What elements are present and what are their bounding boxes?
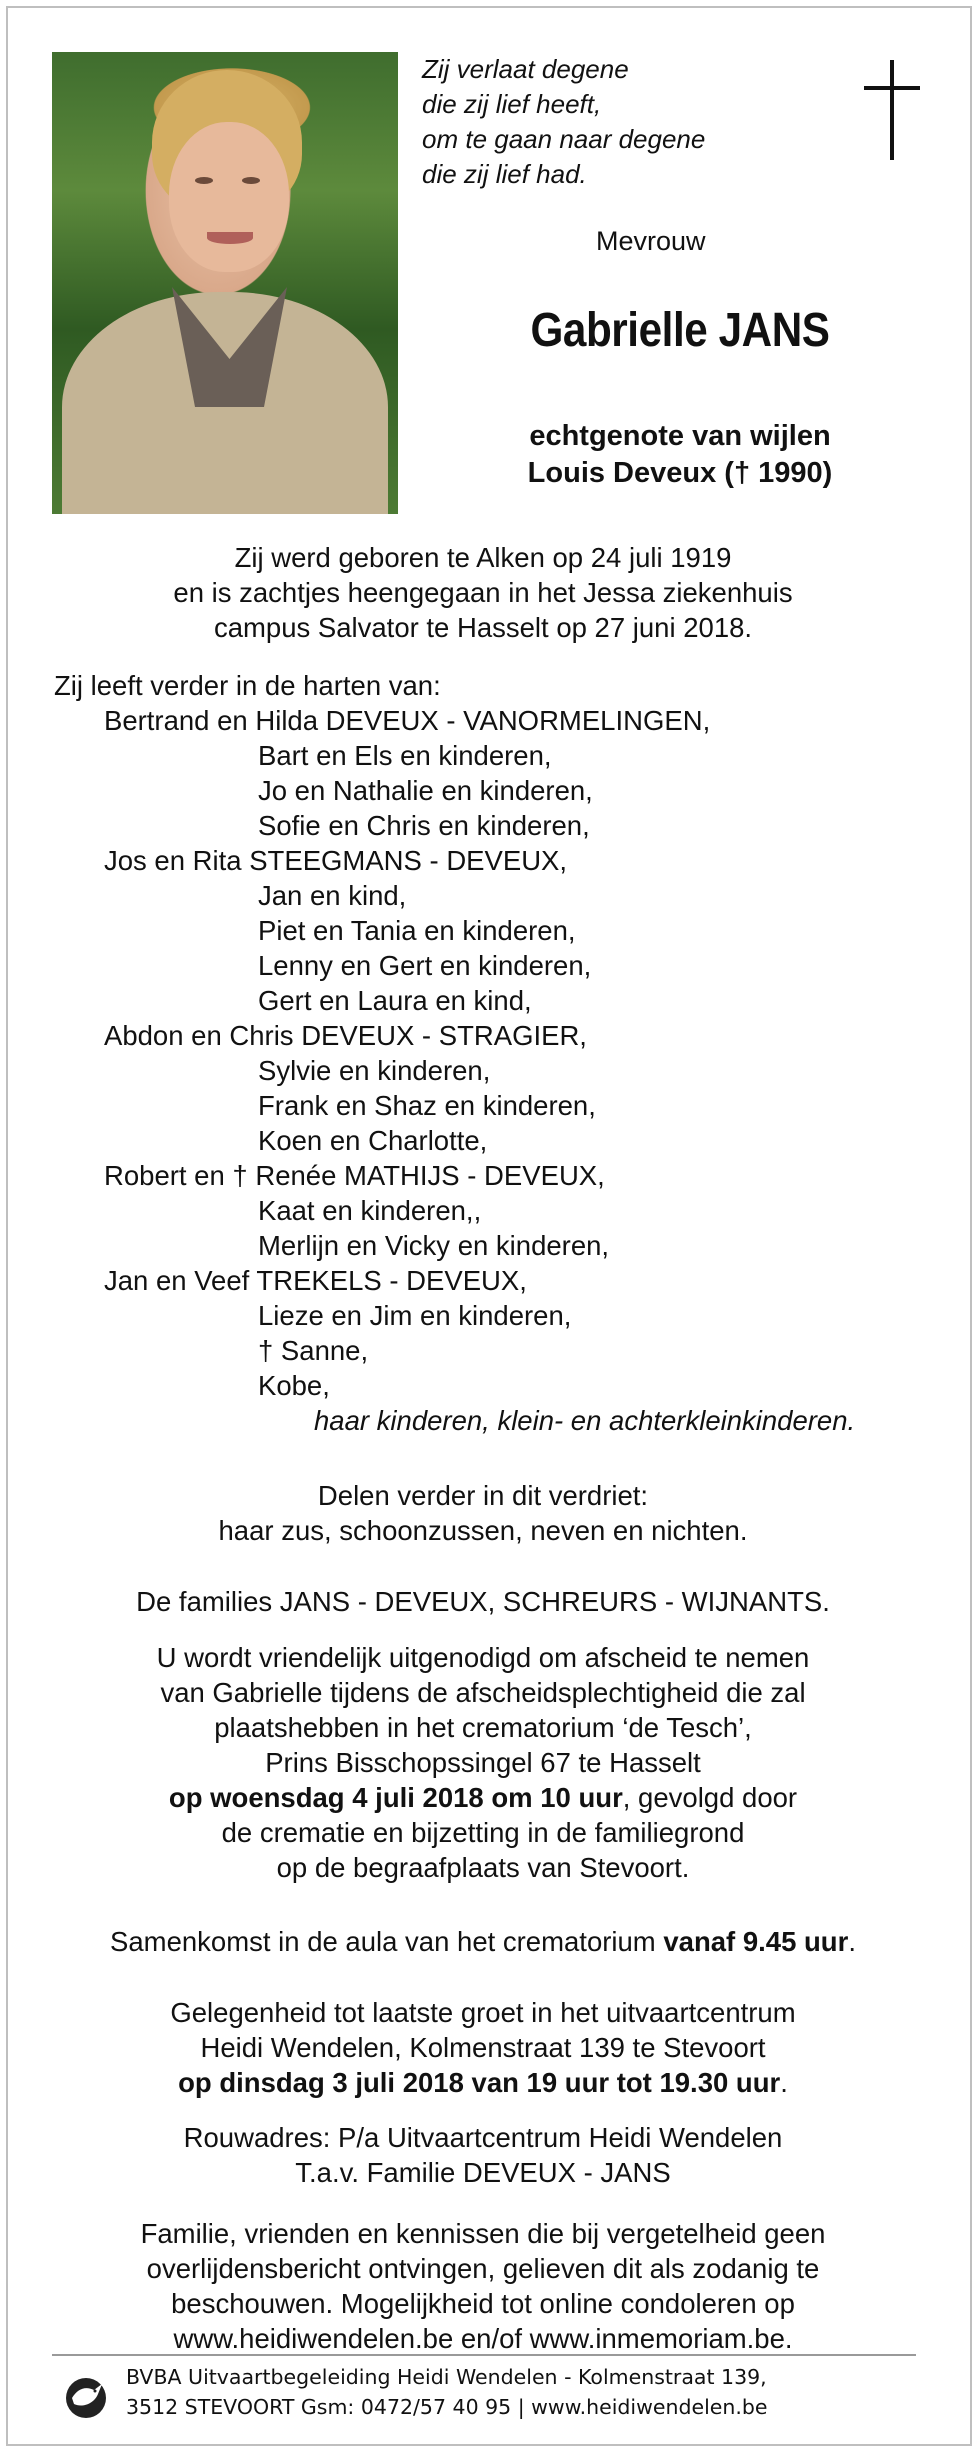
gathering-info: Samenkomst in de aula van het crematorium vanaf 9.45 uur. [110,1926,856,1957]
family-member: Gert en Laura en kind, [258,985,532,1016]
quote: Zij verlaat degene die zij lief heeft, om te gaan naar degene die zij lief had. [422,54,706,189]
family-member: † Sanne, [258,1335,369,1366]
portrait-photo [52,52,398,514]
dove-logo-icon [64,2368,108,2422]
family-household: Jan en Veef TREKELS - DEVEUX, [104,1265,527,1296]
farewell-info: Gelegenheid tot laatste groet in het uitvaartcentrum Heidi Wendelen, Kolmenstraat 139 te Stevoort op dinsdag 3 juli 2018 van 19 uur tot 19.30 uur. [170,1997,796,2098]
family-member: Sofie en Chris en kinderen, [258,810,590,841]
family-member: Jo en Nathalie en kinderen, [258,775,593,806]
shared-grief: Delen verder in dit verdriet: haar zus, schoonzussen, neven en nichten. [218,1480,748,1546]
family-household: Robert en † Renée MATHIJS - DEVEUX, [104,1160,605,1191]
notice-text: Familie, vrienden en kennissen die bij vergetelheid geen overlijdensbericht ontvingen, gelieven dit als zodanig te beschouwen. Mogelijkheid tot online condoleren op www.heidiwendelen.be en/of www.inmemoriam.be. [140,2218,826,2354]
family-household: Abdon en Chris DEVEUX - STRAGIER, [104,1020,587,1051]
family-member: Lenny en Gert en kinderen, [258,950,592,981]
family-member: Frank en Shaz en kinderen, [258,1090,596,1121]
cross-icon [864,60,920,160]
family-list [54,668,954,1438]
spouse-info: echtgenote van wijlen Louis Deveux († 1990) [527,420,833,489]
family-member: Sylvie en kinderen, [258,1055,491,1086]
salutation: Mevrouw [596,226,706,256]
family-closing: haar kinderen, klein- en achterkleinkinderen. [314,1405,856,1436]
family-member: Piet en Tania en kinderen, [258,915,576,946]
family-member: Kobe, [258,1370,330,1401]
family-member: Jan en kind, [258,880,407,911]
family-member: Merlijn en Vicky en kinderen, [258,1230,610,1261]
family-intro: Zij leeft verder in de harten van: [54,670,441,701]
footer-divider [52,2354,916,2356]
family-member: Bart en Els en kinderen, [258,740,552,771]
family-member: Lieze en Jim en kinderen, [258,1300,572,1331]
family-member: Kaat en kinderen,, [258,1195,482,1226]
family-household: Jos en Rita STEEGMANS - DEVEUX, [104,845,568,876]
family-member: Koen en Charlotte, [258,1125,488,1156]
birth-death-info: Zij werd geboren te Alken op 24 juli 1919 en is zachtjes heengegaan in het Jessa ziekenhuis campus Salvator te Hasselt op 27 juni 2018. [173,542,793,643]
deceased-name: Gabrielle JANS [530,304,830,357]
family-household: Bertrand en Hilda DEVEUX - VANORMELINGEN, [104,705,711,736]
mourning-address: Rouwadres: P/a Uitvaartcentrum Heidi Wendelen T.a.v. Familie DEVEUX - JANS [183,2122,783,2188]
footer-info: BVBA Uitvaartbegeleiding Heidi Wendelen - Kolmenstraat 139, 3512 STEVOORT Gsm: 0472/57 40 95 | www.heidiwendelen.be [126,2365,768,2419]
ceremony-invitation: U wordt vriendelijk uitgenodigd om afscheid te nemen van Gabrielle tijdens de afscheidsplechtigheid die zal plaatshebben in het crematorium ‘de Tesch’, Prins Bisschopssingel 67 te Hasselt op woensdag 4 juli 2018 om 10 uur, gevolgd door de crematie en bijzetting in de familiegrond op de begraafplaats van Stevoort. [156,1642,810,1883]
families-line: De families JANS - DEVEUX, SCHREURS - WIJNANTS. [136,1586,830,1617]
